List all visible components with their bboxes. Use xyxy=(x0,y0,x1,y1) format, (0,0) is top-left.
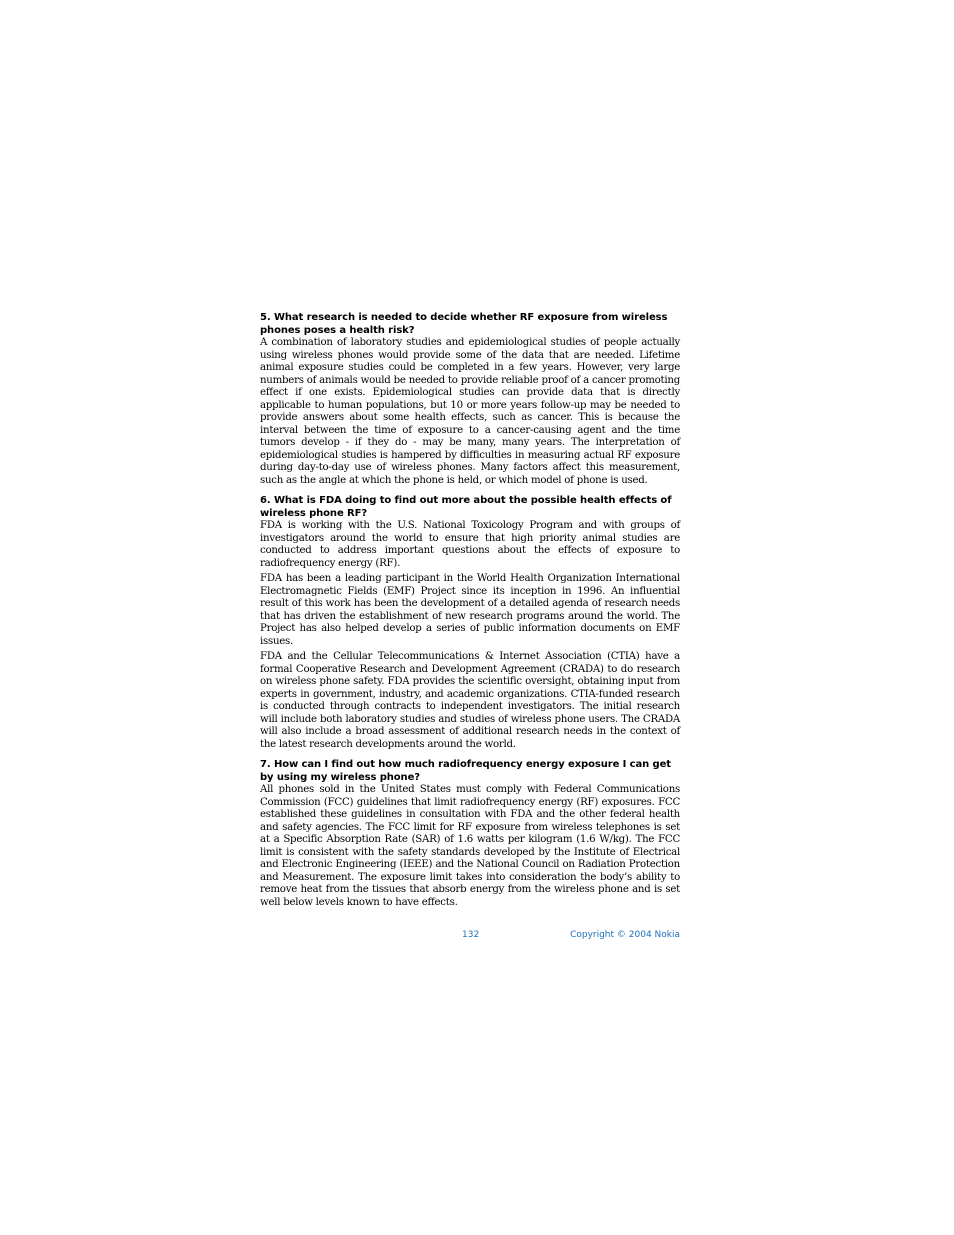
section-heading: 6. What is FDA doing to find out more about the possible health effects of wireless phone RF? xyxy=(260,495,672,519)
section-question-7 xyxy=(260,759,680,909)
section-question-6 xyxy=(260,495,680,751)
section-paragraph: FDA is working with the U.S. National Toxicology Program and with groups of investigators around the world to ensure that high priority animal studies are conducted to address important questions about the effects of exposure to radiofrequency energy (RF). xyxy=(260,520,680,569)
section-paragraph: FDA has been a leading participant in the World Health Organization International Electromagnetic Fields (EMF) Project since its inception in 1996. An influential result of this work has been the development of a detailed agenda of research needs that has driven the establishment of new research programs around the world. The Project has also helped develop a series of public information documents on EMF issues. xyxy=(260,573,680,647)
section-paragraph: A combination of laboratory studies and epidemiological studies of people actually using wireless phones would provide some of the data that are needed. Lifetime animal exposure studies could be completed in a few years. However, very large numbers of animals would be needed to provide reliable proof of a cancer promoting effect if one exists. Epidemiological studies can provide data that is directly applicable to human populations, but 10 or more years follow-up may be needed to provide answers about some health effects, such as cancer. This is because the interval between the time of exposure to a cancer-causing agent and the time tumors develop - if they do - may be many, many years. The interpretation of epidemiological studies is hampered by difficulties in measuring actual RF exposure during day-to-day use of wireless phones. Many factors affect this measurement, such as the angle at which the phone is held, or which model of phone is used. xyxy=(260,337,680,486)
section-paragraph: FDA and the Cellular Telecommunications & Internet Association (CTIA) have a formal Cooperative Research and Development Agreement (CRADA) to do research on wireless phone safety. FDA provides the scientific oversight, obtaining input from experts in government, industry, and academic organizations. CTIA-funded research is conducted through contracts to independent investigators. The initial research will include both laboratory studies and studies of wireless phone users. The CRADA will also include a broad assessment of additional research needs in the context of the latest research developments around the world. xyxy=(260,651,680,750)
page-footer xyxy=(260,930,680,944)
section-paragraph: All phones sold in the United States must comply with Federal Communications Commission (FCC) guidelines that limit radiofrequency energy (RF) exposures. FCC established these guidelines in consultation with FDA and the other federal health and safety agencies. The FCC limit for RF exposure from wireless telephones is set at a Specific Absorption Rate (SAR) of 1.6 watts per kilogram (1.6 W/kg). The FCC limit is consistent with the safety standards developed by the Institute of Electrical and Electronic Engineering (IEEE) and the National Council on Radiation Protection and Measurement. The exposure limit takes into consideration the body’s ability to remove heat from the tissues that absorb energy from the wireless phone and is set well below levels known to have effects. xyxy=(260,784,680,908)
copyright-notice: Copyright © 2004 Nokia xyxy=(570,930,680,940)
document-body xyxy=(260,312,680,909)
page-number: 132 xyxy=(462,930,480,940)
section-heading: 7. How can I find out how much radiofrequency energy exposure I can get by using my wireless phone? xyxy=(260,759,671,783)
section-question-5 xyxy=(260,312,680,487)
section-heading: 5. What research is needed to decide whether RF exposure from wireless phones poses a health risk? xyxy=(260,312,668,336)
